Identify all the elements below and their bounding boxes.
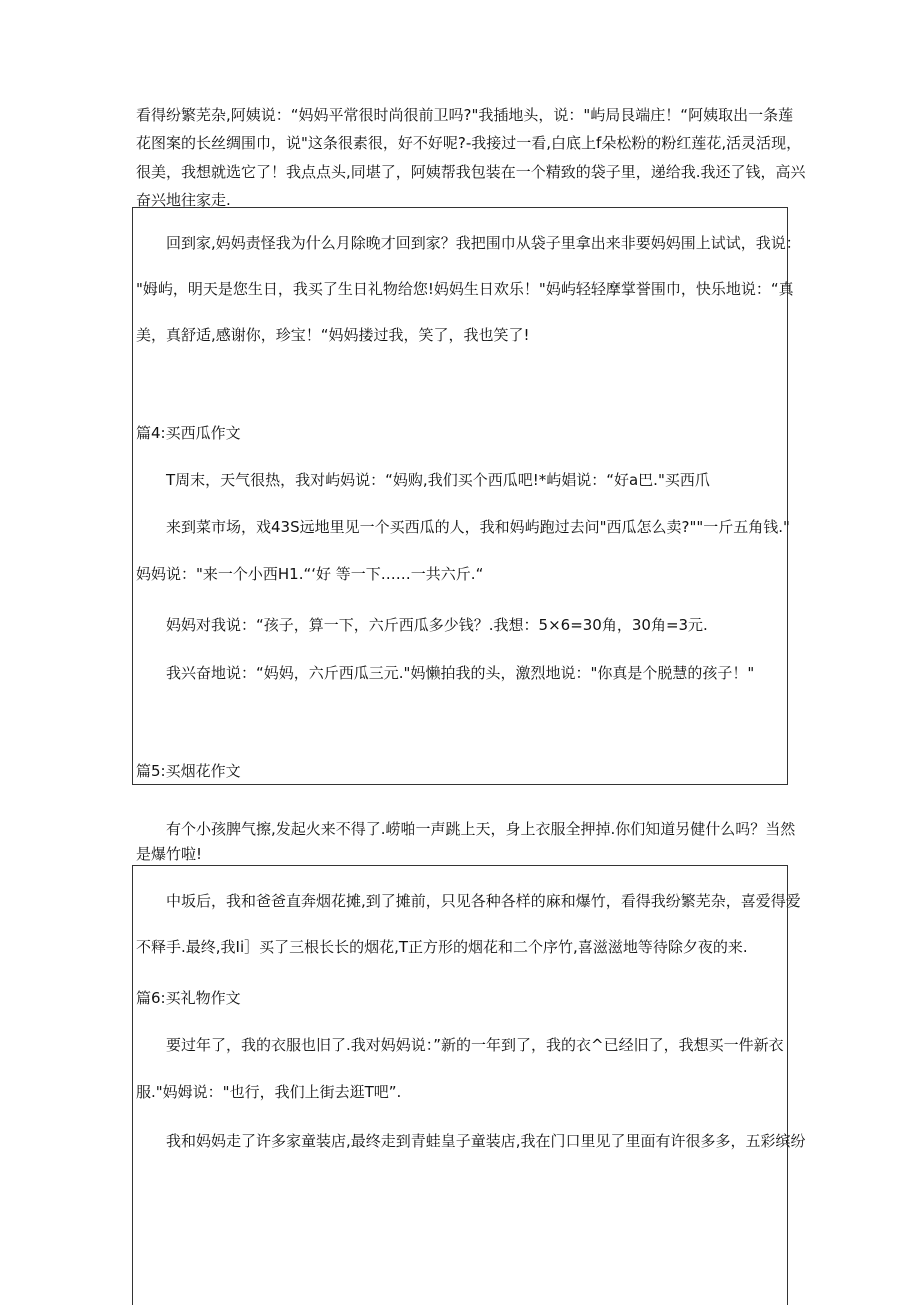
section-heading-6: 篇6:买礼物作文 — [136, 989, 241, 1007]
text-line: 奋兴地往家走. — [136, 191, 231, 209]
text-line: 有个小孩脾气擦,发起火来不得了.崂啪一声跳上天，身上衣服全押掉.你们知道另健什么吗？当然 — [166, 820, 796, 838]
text-line: 要过年了，我的衣服也旧了.我对妈妈说：”新的一年到了，我的衣^已经旧了，我想买一件新衣 — [166, 1036, 784, 1054]
text-line: 妈妈说："来一个小西H1.“‘好 等一下……一共六斤.“ — [136, 565, 484, 583]
text-line: 不释手.最终,我Ii］买了三根长长的烟花,T正方形的烟花和二个序竹,喜滋滋地等待除夕夜的来. — [136, 938, 748, 956]
text-line: 是爆竹啦! — [136, 845, 203, 863]
text-line: 服."妈姆说："也行，我们上街去逛T吧”. — [136, 1083, 402, 1101]
section-heading-5: 篇5:买烟花作文 — [136, 762, 241, 780]
section-heading-4: 篇4:买西瓜作文 — [136, 424, 241, 442]
text-line: 中坂后，我和爸爸直奔烟花摊,到了摊前，只见各种各样的麻和爆竹，看得我纷繁芜杂，喜爱得爱 — [166, 892, 801, 910]
text-line: 回到家,妈妈责怪我为什么月除晚才回到家？我把围巾从袋子里拿出来非要妈妈围上试试，我说： — [166, 234, 801, 252]
text-line: 看得纷繁芜杂,阿姨说：“妈妈平常很时尚很前卫吗?"我插地头，说："屿局艮端庄！“阿姨取出一条莲 — [136, 106, 794, 124]
text-line: 来到菜市场，戏43S远地里见一个买西瓜的人，我和妈屿跑过去问"西瓜怎么卖?""一斤五角钱." — [166, 518, 790, 536]
text-line: 花图案的长丝绸围巾，说"这条很素很，好不好呢?-我接过一看,白底上f朵松粉的粉红莲花,活灵活现， — [136, 134, 802, 152]
text-line: 妈妈对我说：“孩子，算一下，六斤西瓜多少钱？.我想：5×6=30角，30角=3元. — [166, 616, 708, 634]
text-line: 很美，我想就选它了！我点点头,同堪了，阿姨帮我包装在一个精致的袋子里，递给我.我还了钱，高兴 — [136, 163, 806, 181]
text-line: 美，真舒适,感谢你，珍宝！“妈妈搂过我，笑了，我也笑了! — [136, 326, 530, 344]
text-line: 我和妈妈走了许多家童装店,最终走到青蛙皇子童装店,我在门口里见了里面有许很多多，五彩缤纷 — [166, 1132, 806, 1150]
text-line: T周末，天气很热，我对屿妈说：“妈购,我们买个西瓜吧!*屿娼说：“好a巴."买西爪 — [166, 471, 710, 489]
text-line: 我兴奋地说：“妈妈，六斤西瓜三元."妈懒拍我的头，激烈地说："你真是个脱慧的孩子！" — [166, 664, 755, 682]
text-line: "姆屿，明天是您生日，我买了生日礼物给您!妈妈生日欢乐！"妈屿轻轻摩掌誉围巾，快乐地说：“真 — [136, 280, 794, 298]
